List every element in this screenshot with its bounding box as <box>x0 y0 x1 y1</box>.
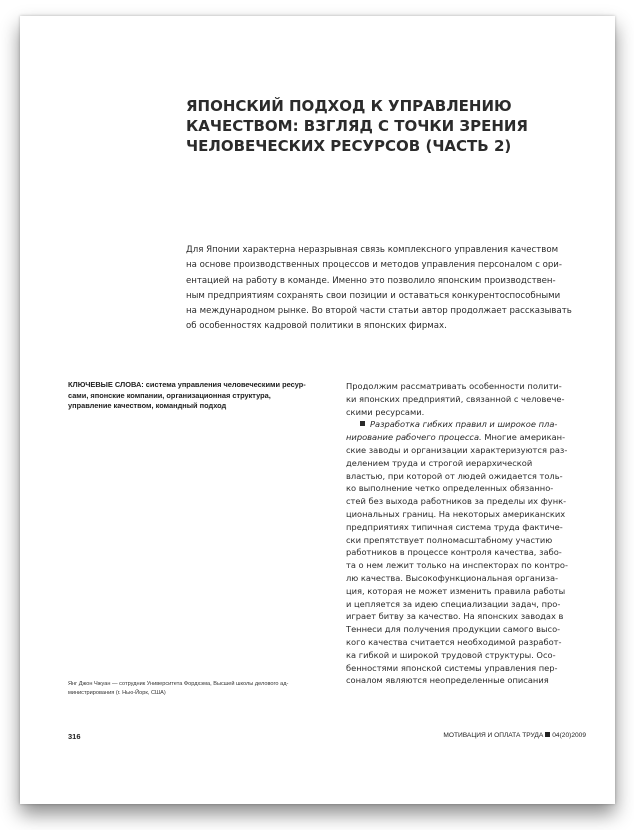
journal-footer <box>346 732 586 739</box>
body-line: та о нем лежит только на инспекторах по контро- <box>346 560 568 571</box>
body-line: ко выполнение четко определенных обязанно- <box>346 483 554 494</box>
body-line: предприятиях типичная система труда фактиче- <box>346 521 563 532</box>
body-line: кого качества считается необходимой разработ- <box>346 636 562 647</box>
body-line: ки японских предприятий, связанной с человече- <box>346 393 565 404</box>
body-line: делением труда и строгой иерархической <box>346 457 533 468</box>
section-heading-line <box>346 418 586 431</box>
body-line: Теннеси для получения продукции самого высо- <box>346 624 561 635</box>
author-line: министрирования (г. Нью-Йорк, США) <box>68 690 166 696</box>
author-note <box>68 680 333 698</box>
abstract <box>186 243 584 335</box>
body-line: играет битву за качество. На японских заводах в <box>346 611 564 622</box>
keywords <box>68 380 328 412</box>
body-line: работников в процессе контроля качества, забо- <box>346 547 562 558</box>
body-line: скими ресурсами. <box>346 406 425 417</box>
abstract-line: об особенностях кадровой политики в японских фирмах. <box>186 321 447 332</box>
body-line: соналом являются неопределенные описания <box>346 675 549 686</box>
body-line: бенностями японской системы управления пер- <box>346 662 558 673</box>
body-line: ские заводы и организации характеризуются раз- <box>346 444 568 455</box>
body-line-rest: Многие американ- <box>481 432 566 443</box>
journal-issue: 04(20)2009 <box>552 732 586 739</box>
abstract-line: Для Японии характерна неразрывная связь комплексного управления качеством <box>186 245 559 255</box>
section-heading-line <box>346 431 586 444</box>
journal-name: МОТИВАЦИЯ И ОПЛАТА ТРУДА <box>443 732 544 739</box>
keywords-line: КЛЮЧЕВЫЕ СЛОВА: система управления человеческими ресур- <box>68 380 306 389</box>
body-line: стей без выхода работников за пределы их функ- <box>346 496 567 507</box>
section-heading-italic: нирование рабочего процесса. <box>346 432 482 443</box>
author-line: Янг Джон Чжуан — сотрудник Университета Фордхэма, Высшей школы делового ад- <box>68 681 289 687</box>
body-line: ция, которая не может изменить правила работы <box>346 585 566 596</box>
title-line: КАЧЕСТВОМ: ВЗГЛЯД С ТОЧКИ ЗРЕНИЯ <box>186 117 528 135</box>
body-line: ски препятствует полномасштабному участию <box>346 534 553 545</box>
title-line: ЯПОНСКИЙ ПОДХОД К УПРАВЛЕНИЮ <box>186 97 512 115</box>
body-line: и цепляется за идею специализации задач, про- <box>346 598 561 609</box>
body-text <box>346 380 586 687</box>
abstract-line: на международном рынке. Во второй части статьи автор продолжает рассказывать <box>186 306 572 317</box>
body-line: лю качества. Высокофункциональная организа- <box>346 572 559 583</box>
body-line: Продолжим рассматривать особенности полити- <box>346 381 562 391</box>
abstract-line: на основе производственных процессов и методов управления персоналом с ори- <box>186 260 562 271</box>
body-line: властью, при которой от людей ожидается толь- <box>346 470 563 481</box>
keywords-line: управление качеством, командный подход <box>68 401 227 410</box>
abstract-line: ентацией на работу в команде. Именно это позволило японским производствен- <box>186 275 556 286</box>
section-heading-italic: Разработка гибких правил и широкое пла- <box>370 419 558 430</box>
abstract-line: ным предприятиям сохранять свои позиции и оставаться конкурентоспособными <box>186 290 561 301</box>
square-bullet-icon <box>360 421 365 426</box>
title-line: ЧЕЛОВЕЧЕСКИХ РЕСУРСОВ (ЧАСТЬ 2) <box>186 137 512 155</box>
article-title <box>186 96 528 156</box>
keywords-line: сами, японские компании, организационная структура, <box>68 390 271 400</box>
body-line: ка гибкой и широкой трудовой структуры. Осо- <box>346 649 556 660</box>
page-number: 316 <box>68 732 81 741</box>
body-line: циональных границ. На некоторых американских <box>346 508 566 519</box>
square-separator-icon <box>545 732 550 737</box>
